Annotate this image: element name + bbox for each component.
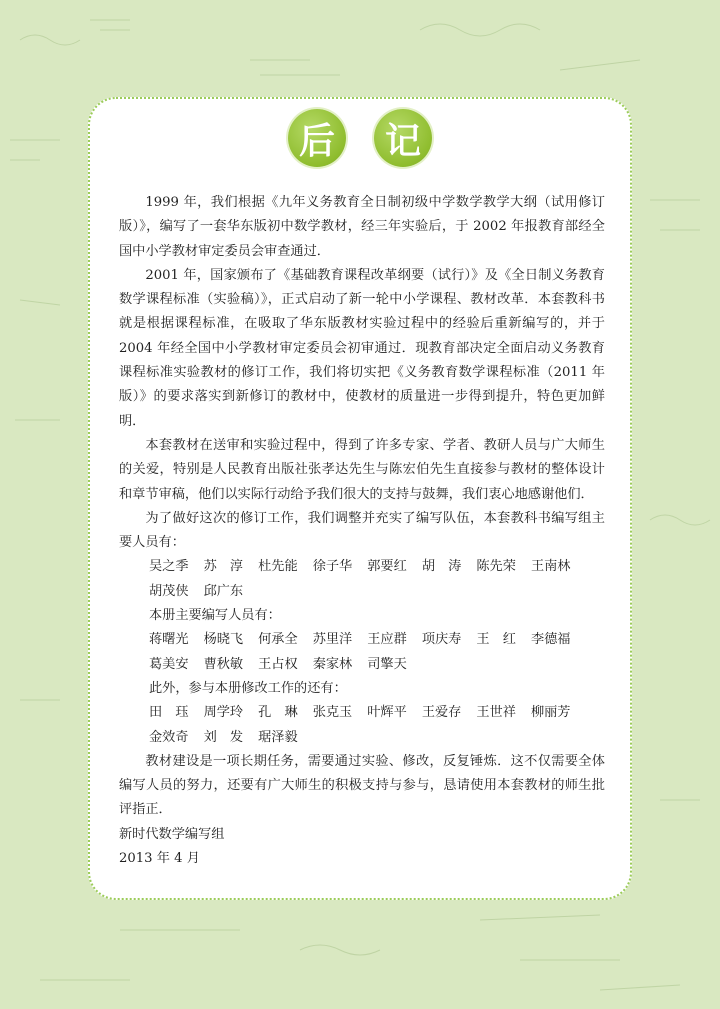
staff-name: 司擎天 — [367, 656, 407, 672]
afterword-title — [90, 109, 630, 169]
staff-name: 邱广东 — [203, 583, 244, 599]
paragraph-reform: 2001 年，国家颁布了《基础教育课程改革纲要（试行）》及《全日制义务教育数学课程标准（实验稿）》，正式启动了新一轮中小学课程、教材改革．本套教科书就是根据课程标准，在吸取了华东版教材实验过程中的经验后重新编写的，并于 2004 年经全国中小学教材审定委员会初审通过．现教育部决定全面启动义务教育课程标准实验教材的修订工作，我们将切实把《义务教育数学课程标准（2011 年版）》的要求落实到新修订的教材中，使教材的质量进一步得到提升，特色更加鲜明． — [119, 267, 605, 429]
revision-staff-list — [119, 701, 605, 750]
staff-name: 杜先能 — [258, 559, 298, 575]
staff-name: 陈先荣 — [476, 559, 516, 575]
staff-name: 叶辉平 — [367, 705, 407, 721]
staff-name: 刘 发 — [203, 729, 244, 745]
staff-name: 田 珏 — [149, 705, 189, 721]
staff-name: 王世祥 — [476, 705, 516, 721]
volume-staff-list — [119, 628, 605, 677]
staff-name: 曹秋敏 — [203, 656, 244, 672]
paragraph-team-intro: 为了做好这次的修订工作，我们调整并充实了编写队伍，本套教科书编写组主要人员有： — [119, 510, 605, 551]
staff-name: 郭要红 — [367, 559, 407, 575]
title-char-1: 后 — [288, 109, 346, 167]
staff-name: 张克玉 — [312, 705, 353, 721]
staff-name: 周学玲 — [203, 705, 244, 721]
revision-staff-label: 此外，参与本册修改工作的还有： — [149, 680, 347, 696]
afterword-card — [88, 97, 632, 900]
staff-name: 柳丽芳 — [530, 705, 571, 721]
staff-name: 杨晓飞 — [203, 632, 244, 648]
staff-name: 徐子华 — [312, 559, 353, 575]
main-staff-list — [119, 555, 605, 604]
staff-name: 王爱存 — [421, 705, 462, 721]
staff-name: 苏里洋 — [312, 632, 353, 648]
staff-name: 吴之季 — [149, 559, 189, 575]
date: 2013 年 4 月 — [119, 851, 200, 867]
staff-name: 何承全 — [258, 632, 298, 648]
staff-name: 葛美安 — [149, 656, 189, 672]
staff-name: 王应群 — [367, 632, 407, 648]
staff-name: 秦家林 — [312, 656, 353, 672]
staff-name: 金效奇 — [149, 729, 189, 745]
paragraph-closing: 教材建设是一项长期任务，需要通过实验、修改，反复锤炼．这不仅需要全体编写人员的努力，还要有广大师生的积极支持与参与，恳请使用本套教材的师生批评指正． — [119, 753, 605, 818]
volume-staff-label: 本册主要编写人员有： — [149, 608, 281, 624]
title-char-2: 记 — [374, 109, 432, 167]
staff-name: 王占权 — [258, 656, 298, 672]
paragraph-history: 1999 年，我们根据《九年义务教育全日制初级中学数学教学大纲（试用修订版）》，编写了一套华东版初中数学教材，经三年实验后，于 2002 年报教育部经全国中小学教材审定委员会审查通过． — [119, 195, 605, 259]
staff-name: 胡 涛 — [421, 559, 462, 575]
afterword-body — [119, 191, 605, 871]
staff-name: 项庆寿 — [421, 632, 462, 648]
staff-name: 李德福 — [530, 632, 571, 648]
staff-name: 苏 淳 — [203, 559, 244, 575]
staff-name: 胡茂侠 — [149, 583, 189, 599]
signature: 新时代数学编写组 — [119, 826, 225, 842]
paragraph-thanks: 本套教材在送审和实验过程中，得到了许多专家、学者、教研人员与广大师生的关爱，特别是人民教育出版社张孝达先生与陈宏伯先生直接参与教材的整体设计和章节审稿，他们以实际行动给予我们很大的支持与鼓舞，我们衷心地感谢他们． — [119, 437, 605, 502]
staff-name: 琚泽毅 — [258, 729, 298, 745]
staff-name: 王南林 — [530, 559, 571, 575]
staff-name: 蒋曙光 — [149, 632, 189, 648]
staff-name: 孔 琳 — [258, 705, 298, 721]
staff-name: 王 红 — [476, 632, 516, 648]
